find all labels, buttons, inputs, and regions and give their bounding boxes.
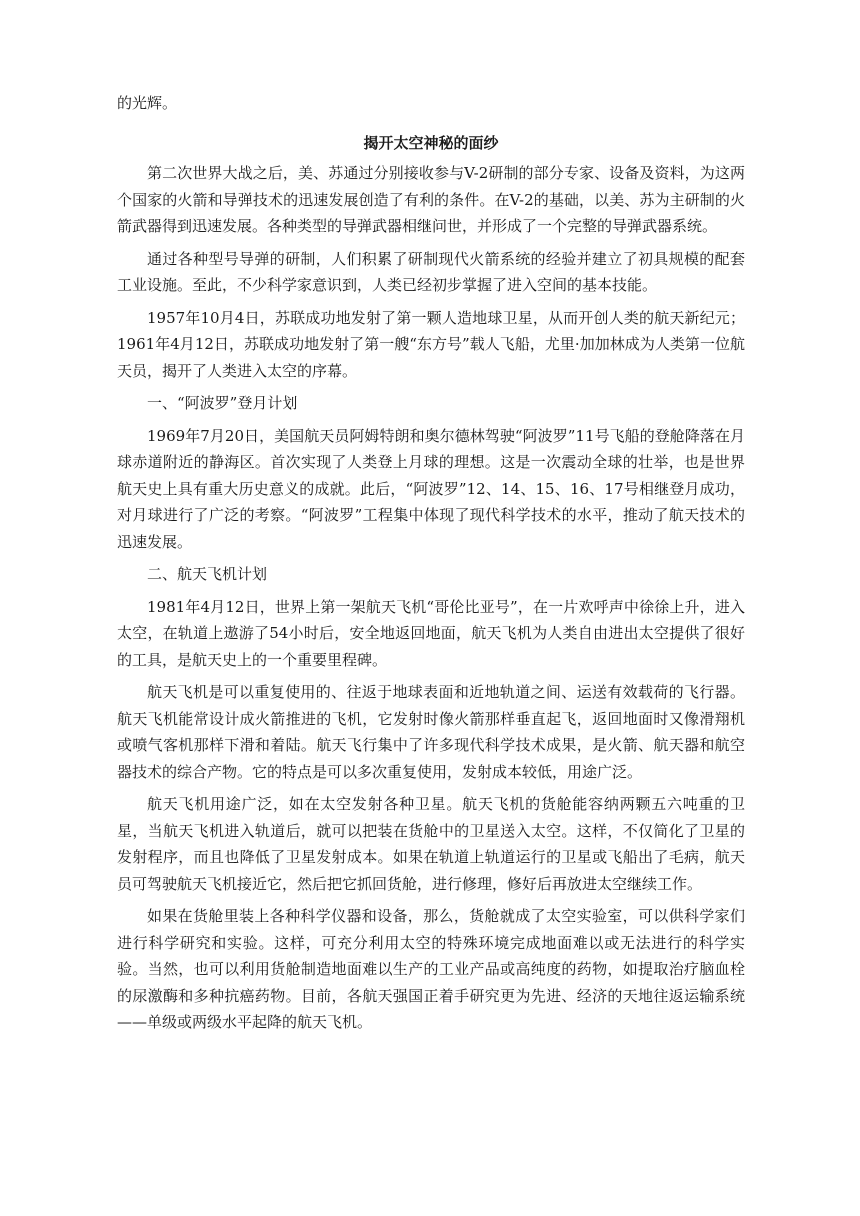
section-heading-shuttle: 二、航天飞机计划 xyxy=(147,565,268,583)
paragraph: 航天飞机用途广泛，如在太空发射各种卫星。航天飞机的货舱能容纳两颗五六吨重的卫星，当航天飞机进入轨道后，就可以把装在货舱中的卫星送入太空。这样，不仅简化了卫星的发射程序，而且也降低了卫星发射成本。如果在轨道上轨道运行的卫星或飞船出了毛病，航天员可驾驶航天飞机接近它，然后把它抓回货舱，进行修理，修好后再放进太空继续工作。 xyxy=(117,795,745,893)
article-title: 揭开太空神秘的面纱 xyxy=(363,134,499,152)
paragraph: 1981年4月12日，世界上第一架航天飞机“哥伦比亚号”，在一片欢呼声中徐徐上升，进入太空，在轨道上遨游了54小时后，安全地返回地面，航天飞机为人类自由进出太空提供了很好的工具，是航天史上的一个重要里程碑。 xyxy=(117,597,745,669)
paragraph: 1969年7月20日，美国航天员阿姆特朗和奥尔德林驾驶“阿波罗”11号飞船的登舱降落在月球赤道附近的静海区。首次实现了人类登上月球的理想。这是一次震动全球的壮举，也是世界航天史上具有重大历史意义的成就。此后，“阿波罗”12、14、15、16、17号相继登月成功，对月球进行了广泛的考察。“阿波罗”工程集中体现了现代科学技术的水平，推动了航天技术的迅速发展。 xyxy=(117,426,745,551)
section-heading-apollo: 一、“阿波罗”登月计划 xyxy=(147,394,298,412)
paragraph: 如果在货舱里装上各种科学仪器和设备，那么，货舱就成了太空实验室，可以供科学家们进行科学研究和实验。这样，可充分利用太空的特殊环境完成地面难以或无法进行的科学实验。当然，也可以利用货舱制造地面难以生产的工业产品或高纯度的药物，如提取治疗脑血栓的尿激酶和多种抗癌药物。目前，各航天强国正着手研究更为先进、经济的天地往返运输系统——单级或两级水平起降的航天飞机。 xyxy=(117,907,745,1031)
continued-line: 的光辉。 xyxy=(117,94,178,112)
paragraph: 第二次世界大战之后，美、苏通过分别接收参与V-2研制的部分专家、设备及资料，为这两个国家的火箭和导弹技术的迅速发展创造了有利的条件。在V-2的基础，以美、苏为主研制的火箭武器得到迅速发展。各种类型的导弹武器相继问世，并形成了一个完整的导弹武器系统。 xyxy=(117,164,745,235)
document-page xyxy=(117,90,745,1042)
paragraph: 1957年10月4日，苏联成功地发射了第一颗人造地球卫星，从而开创人类的航天新纪元；1961年4月12日，苏联成功地发射了第一艘“东方号”载人飞船，尤里·加加林成为人类第一位航天员，揭开了人类进入太空的序幕。 xyxy=(117,308,745,380)
paragraph: 航天飞机是可以重复使用的、往返于地球表面和近地轨道之间、运送有效载荷的飞行器。航天飞机能常设计成火箭推进的飞机，它发射时像火箭那样垂直起飞，返回地面时又像滑翔机或喷气客机那样下滑和着陆。航天飞行集中了许多现代科学技术成果，是火箭、航天器和航空器技术的综合产物。它的特点是可以多次重复使用，发射成本较低，用途广泛。 xyxy=(117,683,745,781)
paragraph: 通过各种型号导弹的研制，人们积累了研制现代火箭系统的经验并建立了初具规模的配套工业设施。至此，不少科学家意识到，人类已经初步掌握了进入空间的基本技能。 xyxy=(117,249,745,294)
